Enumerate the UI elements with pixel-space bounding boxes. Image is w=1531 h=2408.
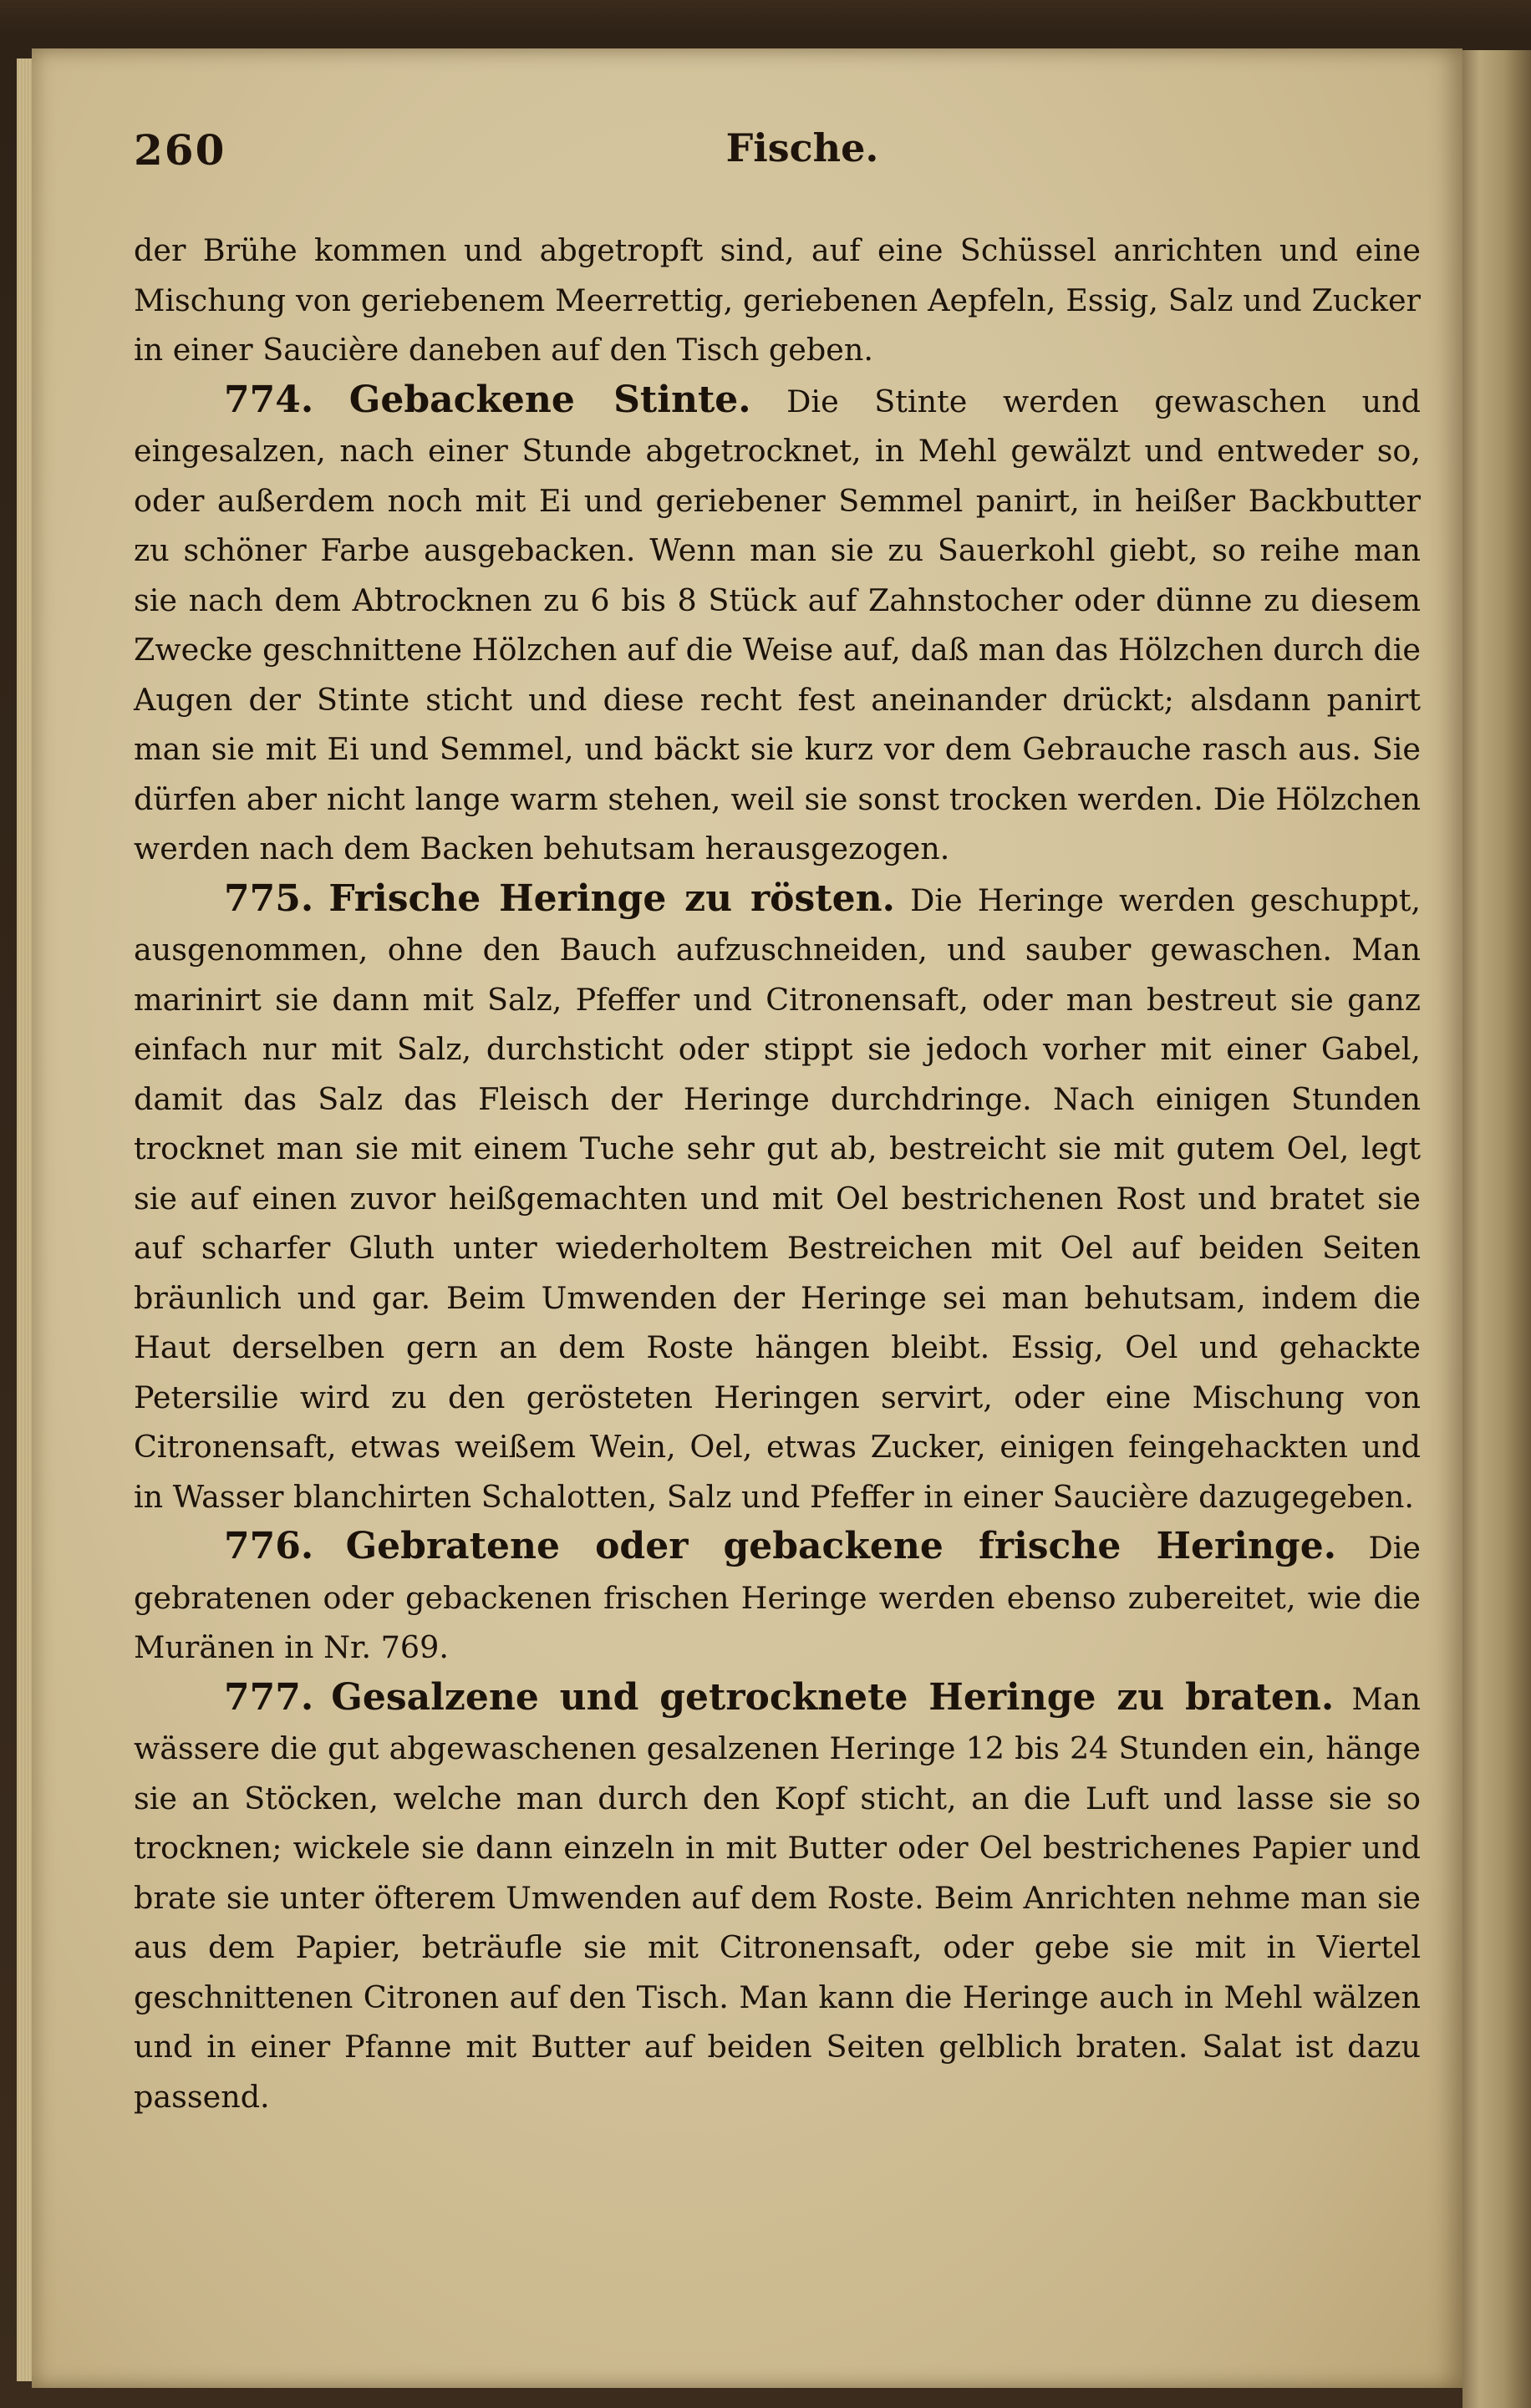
entry-775-text: Die Heringe werden geschuppt, ausgenommen, ohne den Bauch aufzuschneiden, und sauber gewaschen. Man marinirt sie dann mit Salz, Pfeffer und Citronensaft, oder man bestreut sie ganz einfach nur mit Salz, durchsticht oder stippt sie jedoch vorher mit einer Gabel, damit das Salz das Fleisch der Heringe durchdringe. Nach einigen Stunden trocknet man sie mit einem Tuche sehr gut ab, bestreicht sie mit gutem Oel, legt sie auf einen zuvor heißgemachten und mit Oel bestrichenen Rost und bratet sie auf scharfer Gluth unter wiederholtem Bestreichen mit Oel auf beiden Seiten bräunlich und gar. Beim Umwenden der Heringe sei man behutsam, indem die Haut derselben gern an dem Roste hängen bleibt. Essig, Oel und gehackte Petersilie wird zu den gerösteten Heringen servirt, oder eine Mischung von Citronensaft, etwas weißem Wein, Oel, etwas Zucker, einigen feingehackten und in Wasser blanchirten Schalotten, Salz und Pfeffer in einer Saucière dazugegeben. [134,881,1422,1515]
running-title: Fische. [725,125,879,170]
entry-774-text: Die Stinte werden gewaschen und eingesalzen, nach einer Stunde abgetrocknet, in Mehl gewälzt und entweder so, oder außerdem noch mit Ei und geriebener Semmel panirt, in heißer Backbutter zu schöner Farbe ausgebacken. Wenn man sie zu Sauerkohl giebt, so reihe man sie nach dem Abtrocknen zu 6 bis 8 Stück auf Zahnstocher oder dünne zu diesem Zwecke geschnittene Hölzchen auf die Weise auf, daß man das Hölzchen durch die Augen der Stinte sticht und diese recht fest aneinander drückt; alsdann panirt man sie mit Ei und Semmel, und bäckt sie kurz vor dem Gebrauche rasch aus. Sie dürfen aber nicht lange warm stehen, weil sie sonst trocken werden. Die Hölzchen werden nach dem Backen behutsam herausgezogen. [134,383,1421,866]
entry-777-heading: Gesalzene und getrocknete Heringe zu braten. [331,1675,1335,1719]
entry-774 [134,375,1421,874]
entry-777-text: Man wässere die gut abgewaschenen gesalzenen Heringe 12 bis 24 Stunden ein, hänge sie an Stöcken, welche man durch den Kopf sticht, an die Luft und lasse sie so trocknen; wickele sie dann einzeln in mit Butter oder Oel bestrichenes Papier und brate sie unter öfterem Umwenden auf dem Roste. Beim Anrichten nehme man sie aus dem Papier, beträufle sie mit Citronensaft, oder gebe sie mit in Viertel geschnittenen Citronen auf den Tisch. Man kann die Heringe auch in Mehl wälzen und in einer Pfanne mit Butter auf beiden Seiten gelblich braten. Salat ist dazu passend. [134,1680,1421,2115]
entry-776 [134,1522,1421,1673]
entry-777 [134,1673,1421,2122]
entry-776-heading: Gebratene oder gebackene frische Heringe. [345,1525,1337,1567]
entry-775 [134,874,1421,1522]
entry-775-number: 775. [224,876,314,920]
page-header [134,125,1437,184]
entry-775-heading: Frische Heringe zu rösten. [328,876,895,920]
book-spine [1462,50,1531,2408]
entry-776-text: Die gebratenen oder gebackenen frischen Heringe werden ebenso zubereitet, wie die Muränen in Nr. 769. [134,1530,1421,1665]
entry-777-number: 777. [224,1675,314,1719]
continuation-paragraph: der Brühe kommen und abgetropft sind, auf eine Schüssel anrichten und eine Mischung von geriebenem Meerrettig, geriebenen Aepfeln, Essig, Salz und Zucker in einer Saucière daneben auf den Tisch geben. [134,232,1421,368]
body-text [134,226,1421,2121]
page-number: 260 [134,125,226,175]
entry-774-number: 774. [224,378,314,421]
entry-776-number: 776. [224,1525,314,1567]
entry-774-heading: Gebackene Stinte. [348,378,751,421]
